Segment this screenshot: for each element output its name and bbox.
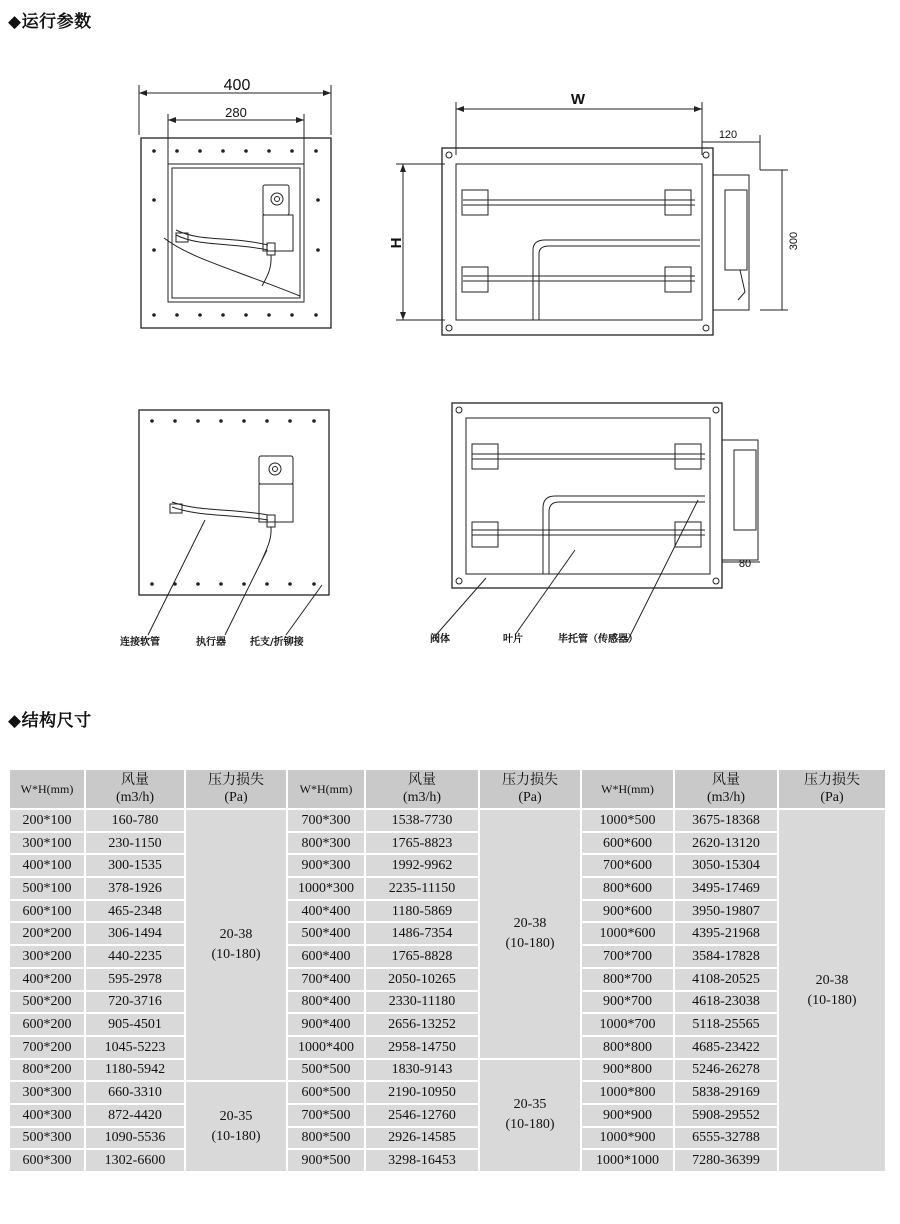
flow-cell: 2926-14585 xyxy=(365,1127,479,1150)
flow-cell: 306-1494 xyxy=(85,922,185,945)
pressure-loss-cell: 20-38 (10-180) xyxy=(778,809,886,1172)
size-cell: 500*200 xyxy=(9,991,85,1014)
size-cell: 900*600 xyxy=(581,900,674,923)
dim-120: 120 xyxy=(718,129,738,141)
table-row xyxy=(9,877,886,900)
flow-cell: 1302-6600 xyxy=(85,1149,185,1172)
dim-300: 300 xyxy=(788,231,800,251)
table-body xyxy=(9,809,886,1172)
dim-w: W xyxy=(570,91,586,108)
section-heading-operating: ◆运行参数 xyxy=(8,12,92,32)
label-tube: 毕托管（传感器） xyxy=(558,634,638,645)
size-cell: 600*100 xyxy=(9,900,85,923)
pressure-loss-cell: 20-38 (10-180) xyxy=(185,809,287,1081)
flow-cell: 1090-5536 xyxy=(85,1127,185,1150)
table-row xyxy=(9,809,886,832)
size-cell: 700*600 xyxy=(581,854,674,877)
flow-cell: 660-3310 xyxy=(85,1081,185,1104)
flow-cell: 7280-36399 xyxy=(674,1149,778,1172)
header-flow: 风量 (m3/h) xyxy=(674,769,778,809)
table-header-row xyxy=(9,769,886,809)
flow-cell: 3675-18368 xyxy=(674,809,778,832)
table-row xyxy=(9,1059,886,1082)
size-cell: 600*500 xyxy=(287,1081,365,1104)
table-row xyxy=(9,1149,886,1172)
size-cell: 300*100 xyxy=(9,832,85,855)
size-cell: 700*300 xyxy=(287,809,365,832)
size-cell: 400*200 xyxy=(9,968,85,991)
flow-cell: 4685-23422 xyxy=(674,1036,778,1059)
size-cell: 500*400 xyxy=(287,922,365,945)
table-row xyxy=(9,900,886,923)
table-row xyxy=(9,1104,886,1127)
flow-cell: 1992-9962 xyxy=(365,854,479,877)
header-wh: W*H(mm) xyxy=(9,769,85,809)
flow-cell: 1830-9143 xyxy=(365,1059,479,1082)
size-cell: 700*400 xyxy=(287,968,365,991)
header-loss: 压力损失 (Pa) xyxy=(778,769,886,809)
table-row xyxy=(9,1036,886,1059)
table-row xyxy=(9,968,886,991)
flow-cell: 5838-29169 xyxy=(674,1081,778,1104)
size-cell: 1000*1000 xyxy=(581,1149,674,1172)
table-row xyxy=(9,991,886,1014)
size-cell: 1000*600 xyxy=(581,922,674,945)
flow-cell: 2235-11150 xyxy=(365,877,479,900)
size-cell: 400*300 xyxy=(9,1104,85,1127)
flow-cell: 4395-21968 xyxy=(674,922,778,945)
flow-cell: 6555-32788 xyxy=(674,1127,778,1150)
size-cell: 200*100 xyxy=(9,809,85,832)
size-cell: 800*200 xyxy=(9,1059,85,1082)
size-cell: 500*100 xyxy=(9,877,85,900)
table-row xyxy=(9,945,886,968)
size-cell: 900*900 xyxy=(581,1104,674,1127)
flow-cell: 465-2348 xyxy=(85,900,185,923)
label-body: 阀体 xyxy=(430,634,450,645)
dim-h: H xyxy=(388,237,405,249)
pressure-loss-cell: 20-38 (10-180) xyxy=(479,809,581,1059)
header-loss: 压力损失 (Pa) xyxy=(185,769,287,809)
size-cell: 1000*400 xyxy=(287,1036,365,1059)
header-flow: 风量 (m3/h) xyxy=(85,769,185,809)
table-row xyxy=(9,854,886,877)
dim-400: 400 xyxy=(223,77,251,94)
flow-cell: 440-2235 xyxy=(85,945,185,968)
table-row xyxy=(9,1013,886,1036)
section-heading-structure: ◆结构尺寸 xyxy=(8,711,92,731)
table-row xyxy=(9,832,886,855)
table-row xyxy=(9,1127,886,1150)
size-cell: 700*200 xyxy=(9,1036,85,1059)
size-cell: 1000*700 xyxy=(581,1013,674,1036)
label-bracket: 托支/折铆接 xyxy=(250,637,304,648)
size-cell: 900*800 xyxy=(581,1059,674,1082)
pressure-loss-cell: 20-35 (10-180) xyxy=(479,1059,581,1172)
size-cell: 900*400 xyxy=(287,1013,365,1036)
flow-cell: 1180-5942 xyxy=(85,1059,185,1082)
size-cell: 500*300 xyxy=(9,1127,85,1150)
flow-cell: 160-780 xyxy=(85,809,185,832)
flow-cell: 720-3716 xyxy=(85,991,185,1014)
flow-cell: 3495-17469 xyxy=(674,877,778,900)
flow-cell: 300-1535 xyxy=(85,854,185,877)
flow-cell: 378-1926 xyxy=(85,877,185,900)
label-hose: 连接软管 xyxy=(120,637,160,648)
side-labelled-drawing xyxy=(430,403,760,645)
front-view-drawing xyxy=(139,77,331,328)
flow-cell: 2958-14750 xyxy=(365,1036,479,1059)
flow-cell: 5246-26278 xyxy=(674,1059,778,1082)
dimension-table xyxy=(8,768,887,1173)
table-row xyxy=(9,1081,886,1104)
flow-cell: 4108-20525 xyxy=(674,968,778,991)
header-wh: W*H(mm) xyxy=(581,769,674,809)
size-cell: 800*500 xyxy=(287,1127,365,1150)
header-wh: W*H(mm) xyxy=(287,769,365,809)
size-cell: 800*600 xyxy=(581,877,674,900)
size-cell: 600*600 xyxy=(581,832,674,855)
flow-cell: 1765-8823 xyxy=(365,832,479,855)
header-loss: 压力损失 (Pa) xyxy=(479,769,581,809)
size-cell: 500*500 xyxy=(287,1059,365,1082)
size-cell: 200*200 xyxy=(9,922,85,945)
size-cell: 900*500 xyxy=(287,1149,365,1172)
size-cell: 1000*900 xyxy=(581,1127,674,1150)
flow-cell: 595-2978 xyxy=(85,968,185,991)
flow-cell: 3584-17828 xyxy=(674,945,778,968)
size-cell: 600*400 xyxy=(287,945,365,968)
flow-cell: 1180-5869 xyxy=(365,900,479,923)
table-row xyxy=(9,922,886,945)
technical-drawings xyxy=(0,30,900,720)
dim-280: 280 xyxy=(225,105,247,120)
size-cell: 1000*800 xyxy=(581,1081,674,1104)
flow-cell: 3298-16453 xyxy=(365,1149,479,1172)
flow-cell: 5908-29552 xyxy=(674,1104,778,1127)
flow-cell: 1538-7730 xyxy=(365,809,479,832)
size-cell: 600*200 xyxy=(9,1013,85,1036)
size-cell: 700*700 xyxy=(581,945,674,968)
size-cell: 1000*300 xyxy=(287,877,365,900)
flow-cell: 3050-15304 xyxy=(674,854,778,877)
label-blade: 叶片 xyxy=(503,634,523,645)
dim-80: 80 xyxy=(738,558,752,570)
size-cell: 900*300 xyxy=(287,854,365,877)
size-cell: 800*800 xyxy=(581,1036,674,1059)
flow-cell: 4618-23038 xyxy=(674,991,778,1014)
flow-cell: 5118-25565 xyxy=(674,1013,778,1036)
size-cell: 900*700 xyxy=(581,991,674,1014)
size-cell: 400*400 xyxy=(287,900,365,923)
size-cell: 800*300 xyxy=(287,832,365,855)
size-cell: 300*300 xyxy=(9,1081,85,1104)
flow-cell: 1045-5223 xyxy=(85,1036,185,1059)
flow-cell: 2190-10950 xyxy=(365,1081,479,1104)
flow-cell: 2620-13120 xyxy=(674,832,778,855)
flow-cell: 2050-10265 xyxy=(365,968,479,991)
flow-cell: 905-4501 xyxy=(85,1013,185,1036)
flow-cell: 2546-12760 xyxy=(365,1104,479,1127)
flow-cell: 1765-8828 xyxy=(365,945,479,968)
size-cell: 800*400 xyxy=(287,991,365,1014)
flow-cell: 872-4420 xyxy=(85,1104,185,1127)
size-cell: 600*300 xyxy=(9,1149,85,1172)
header-flow: 风量 (m3/h) xyxy=(365,769,479,809)
size-cell: 700*500 xyxy=(287,1104,365,1127)
size-cell: 800*700 xyxy=(581,968,674,991)
flow-cell: 3950-19807 xyxy=(674,900,778,923)
size-cell: 1000*500 xyxy=(581,809,674,832)
label-actuator: 执行器 xyxy=(196,637,226,648)
flow-cell: 2330-11180 xyxy=(365,991,479,1014)
flow-cell: 2656-13252 xyxy=(365,1013,479,1036)
flow-cell: 1486-7354 xyxy=(365,922,479,945)
side-view-drawing xyxy=(388,91,800,335)
flow-cell: 230-1150 xyxy=(85,832,185,855)
size-cell: 300*200 xyxy=(9,945,85,968)
pressure-loss-cell: 20-35 (10-180) xyxy=(185,1081,287,1172)
front-labelled-drawing xyxy=(120,410,329,648)
size-cell: 400*100 xyxy=(9,854,85,877)
